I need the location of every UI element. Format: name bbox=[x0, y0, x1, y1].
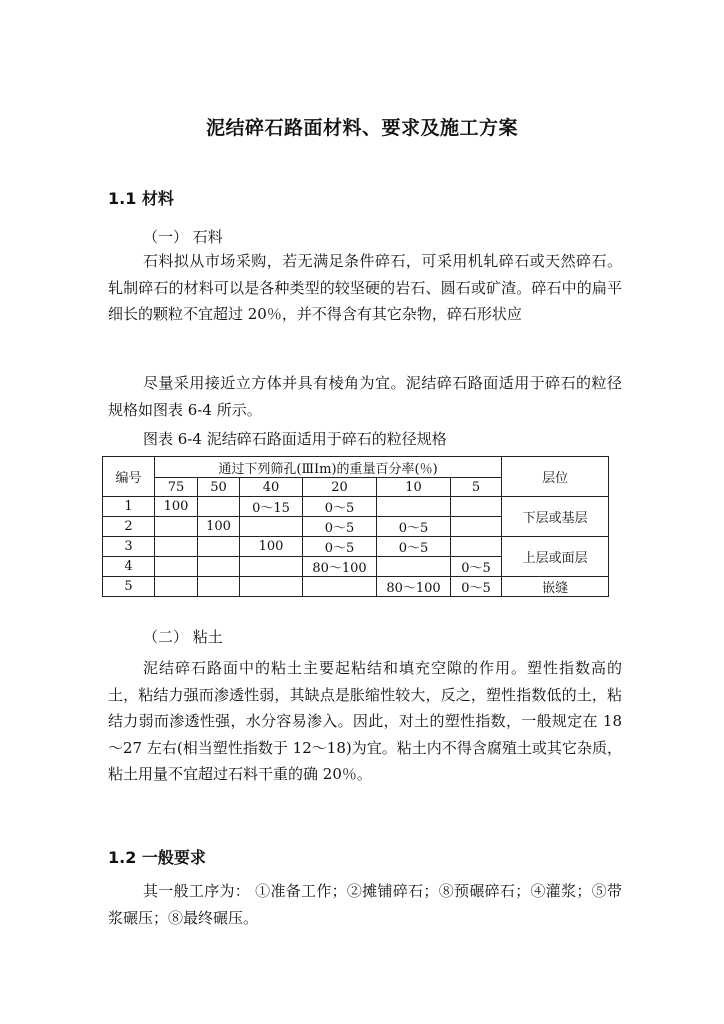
table-cell bbox=[198, 497, 240, 517]
table-cell: 0～5 bbox=[377, 537, 451, 557]
section-heading-materials: 1.1 材料 bbox=[108, 189, 174, 208]
table-cell: 80～100 bbox=[377, 577, 451, 597]
table-cell: 80～100 bbox=[303, 557, 377, 577]
header-size: 75 bbox=[155, 478, 198, 497]
table-cell: 0～15 bbox=[240, 497, 303, 517]
paragraph-stone-shape: 尽量采用接近立方体并具有棱角为宜。泥结碎石路面适用于碎石的粒径规格如图表 6-4 所示。 bbox=[108, 374, 622, 419]
table-cell bbox=[155, 577, 198, 597]
table-cell: 0～5 bbox=[451, 577, 502, 597]
table-caption: 图表 6-4 泥结碎石路面适用于碎石的粒径规格 bbox=[143, 430, 447, 448]
table-cell bbox=[198, 557, 240, 577]
table-cell: 5 bbox=[103, 577, 155, 597]
table-cell bbox=[240, 577, 303, 597]
page-title: 泥结碎石路面材料、要求及施工方案 bbox=[205, 117, 518, 139]
table-cell: 100 bbox=[240, 537, 303, 557]
table-cell bbox=[198, 537, 240, 557]
table-row bbox=[103, 577, 609, 597]
header-layer: 层位 bbox=[502, 457, 609, 497]
table-cell bbox=[155, 517, 198, 537]
table-cell bbox=[451, 517, 502, 537]
table-cell bbox=[240, 517, 303, 537]
table-cell: 0～5 bbox=[303, 517, 377, 537]
table-cell bbox=[155, 557, 198, 577]
table-cell: 0～5 bbox=[303, 497, 377, 517]
paragraph-clay: 泥结碎石路面中的粘土主要起粘结和填充空隙的作用。塑性指数高的土，粘结力强而渗透性弱，其缺点是胀缩性较大，反之，塑性指数低的土，粘结力弱而渗透性强，水分容易渗入。因此，对土的塑性指数，一般规定在 18～27 左右(相当塑性指数于 12～18)为宜。粘土内不得含腐殖土或其它杂质，粘土用量不宜超过石料干重的确 20％。 bbox=[108, 659, 622, 783]
table-row bbox=[103, 537, 609, 557]
subheading-stone: （一） 石料 bbox=[143, 228, 223, 246]
header-size: 5 bbox=[451, 478, 502, 497]
table-cell bbox=[377, 557, 451, 577]
table-cell bbox=[451, 497, 502, 517]
table-row bbox=[103, 497, 609, 517]
table-cell bbox=[451, 537, 502, 557]
table-cell bbox=[155, 537, 198, 557]
table-cell: 0～5 bbox=[303, 537, 377, 557]
table-cell-layer: 嵌缝 bbox=[502, 577, 609, 597]
header-sieve-group: 通过下列筛孔(ⅢIm)的重量百分率(％) bbox=[155, 457, 502, 478]
header-size: 10 bbox=[377, 478, 451, 497]
gradation-table bbox=[102, 456, 609, 597]
subheading-clay: （二） 粘土 bbox=[143, 628, 223, 646]
table-cell: 2 bbox=[103, 517, 155, 537]
table-cell bbox=[303, 577, 377, 597]
table-cell: 4 bbox=[103, 557, 155, 577]
paragraph-procedure: 其一般工序为： ①准备工作；②摊铺碎石；⑧预碾碎石；④灌浆；⑤带浆碾压；⑧最终碾压。 bbox=[108, 882, 622, 927]
table-cell: 100 bbox=[198, 517, 240, 537]
table-cell bbox=[377, 497, 451, 517]
header-size: 40 bbox=[240, 478, 303, 497]
table-cell bbox=[198, 577, 240, 597]
paragraph-stone-source: 石料拟从市场采购，若无满足条件碎石，可采用机轧碎石或天然碎石。轧制碎石的材料可以是各种类型的较坚硬的岩石、圆石或矿渣。碎石中的扁平细长的颗粒不宜超过 20％，并不得含有其它杂物，碎石形状应 bbox=[108, 252, 622, 323]
table-cell: 1 bbox=[103, 497, 155, 517]
table-cell: 0～5 bbox=[451, 557, 502, 577]
table-cell: 0～5 bbox=[377, 517, 451, 537]
header-size: 20 bbox=[303, 478, 377, 497]
table-cell bbox=[240, 557, 303, 577]
header-size: 50 bbox=[198, 478, 240, 497]
table-cell-layer: 下层或基层 bbox=[502, 497, 609, 537]
section-heading-requirements: 1.2 一般要求 bbox=[108, 848, 206, 867]
table-cell: 100 bbox=[155, 497, 198, 517]
table-cell-layer: 上层或面层 bbox=[502, 537, 609, 577]
header-id: 编号 bbox=[103, 457, 155, 497]
table-cell: 3 bbox=[103, 537, 155, 557]
